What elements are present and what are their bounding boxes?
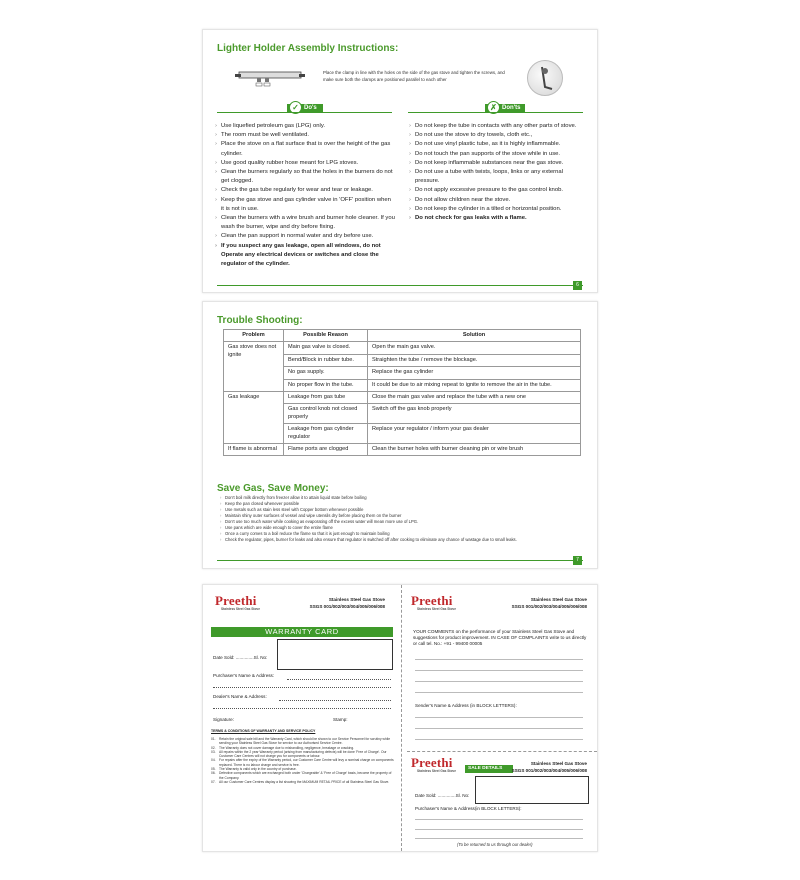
term-text: The Warranty does not cover damage due to mishandling, negligence, breakage or cracking. <box>219 745 355 750</box>
solution-cell: Straighten the tube / remove the blockage. <box>368 354 581 366</box>
comments-text: YOUR COMMENTS on the performance of your Stainless Steel Gas Stove and suggestions for product improvement. IN CASE OF COMPLAINTS write to us directly or call tel. No.: +91 - 99400 00005 <box>413 629 587 646</box>
stamp-label: Stamp: <box>333 717 348 722</box>
list-item: › Use metals such as stain less steel with Copper bottom whenever possible <box>219 507 589 513</box>
save-gas-list <box>219 495 589 543</box>
list-item: › Maintain shiny outer surfaces of vessel and wipe utensils dry before placing them on the burner <box>219 513 589 519</box>
sender-line[interactable] <box>415 728 583 729</box>
term-number: 04. <box>211 758 216 763</box>
product-models: SSGS 001/002/003/004/005/006/008 <box>511 767 587 773</box>
table-row <box>224 392 581 404</box>
signature-label: Signature: <box>213 717 234 722</box>
reason-cell: Main gas valve is closed. <box>284 342 368 354</box>
dos-label: Do's <box>304 105 317 111</box>
term-number: 07. <box>211 779 216 784</box>
solution-cell: Close the main gas valve and replace the tube with a new one <box>368 392 581 404</box>
check-icon: ✓ <box>289 101 302 114</box>
column-header: Problem <box>224 330 284 342</box>
product-models: SSGS 001/002/003/004/005/006/008 <box>309 603 385 609</box>
term-item <box>211 771 395 780</box>
sale-details-title: SALE DETAILS <box>465 765 513 773</box>
table-row <box>224 444 581 456</box>
trouble-shooting-table <box>223 329 581 456</box>
page-title: Lighter Holder Assembly Instructions: <box>217 43 399 54</box>
solution-cell: Clean the burner holes with burner cleaning pin or wire brush <box>368 444 581 456</box>
problem-cell: Gas stove does not ignite <box>224 342 284 392</box>
comment-line[interactable] <box>415 659 583 660</box>
serial-number-box[interactable] <box>277 639 393 670</box>
reason-cell: Bend/Block in rubber tube. <box>284 354 368 366</box>
list-item: › Do not allow children near the stove. <box>409 196 589 205</box>
comment-line[interactable] <box>415 670 583 671</box>
term-number: 02. <box>211 745 216 750</box>
list-item: › Check the gas tube regularly for wear and tear or leakage. <box>215 186 395 195</box>
list-item: › Do not keep the cylinder in a tilted or horizontal position. <box>409 205 589 214</box>
reason-cell: Leakage from gas cylinder regulator <box>284 424 368 444</box>
comment-line[interactable] <box>415 692 583 693</box>
terms-title: TERMS & CONDITIONS OF WARRANTY AND SERVICE POLICY <box>211 729 316 733</box>
assembly-instruction-text: Place the clamp in line with the holes on the side of the gas stove and tighten the screws, and make sure both the clamps are positioned parallel to each other <box>323 70 505 82</box>
purchaser-field-2[interactable] <box>213 687 391 688</box>
dealer-label: Dealer's Name & Address: <box>213 694 267 699</box>
list-item: › Check the regulator, pipes, burner for leaks and also ensure that regulator is switched off after cooking to eliminate any chance of wastage due to small leaks. <box>219 537 589 543</box>
product-info <box>512 597 587 610</box>
page-warranty-card <box>202 584 598 852</box>
reason-cell: No gas supply. <box>284 367 368 379</box>
term-item <box>211 737 395 746</box>
term-number: 03. <box>211 749 216 754</box>
sender-label: Sender's Name & Address (in BLOCK LETTERS): <box>415 703 517 708</box>
list-item: › Don't use too much water while cooking as evaporating off the excess water will mean more use of LPG. <box>219 519 589 525</box>
term-text: All our Customer Care Centres display a list showing the MAXIMUM RETAIL PRICE of all Stainless Steel Gas Stove. <box>219 779 390 784</box>
list-item: › Keep the pan closed whenever possible <box>219 501 589 507</box>
list-item: › Clean the pan support in normal water and dry before use. <box>215 232 395 241</box>
sender-line[interactable] <box>415 717 583 718</box>
term-text: Retain the original sale bill and the Warranty Card, which should be shown to our Service Personnel for scrutiny while sending your Stainless Steel Gas Stove for service to our Authorised Service Centre. <box>219 737 391 746</box>
page-number: 7 <box>573 556 582 565</box>
reason-cell: Leakage from gas tube <box>284 392 368 404</box>
term-number: 05. <box>211 767 216 772</box>
term-number: 06. <box>211 771 216 776</box>
term-text: For repairs after the expiry of the Warranty period, our Customer Care Centre will levy a nominal charge on components replaced. There is no labour charge and service is free. <box>219 758 394 767</box>
date-sold-label: Date Sold: ..............Sl. No: <box>213 655 268 660</box>
warranty-card-title: WARRANTY CARD <box>211 627 393 637</box>
list-item: › Do not use a tube with twists, loops, links or any external pressure. <box>409 168 589 186</box>
product-info <box>512 761 587 774</box>
list-item: › Do not use the stove to dry towels, cloth etc., <box>409 131 589 140</box>
dos-list <box>215 122 395 269</box>
solution-cell: Replace the gas cylinder <box>368 367 581 379</box>
solution-cell: Replace your regulator / inform your gas dealer <box>368 424 581 444</box>
reason-cell: No proper flow in the tube. <box>284 379 368 391</box>
date-sold-label: Date Sold: ..............Sl. No: <box>415 793 470 798</box>
purchaser-label: Purchaser's Name & Address: <box>213 673 275 678</box>
list-item: › Do not keep inflammable substances near the gas stove. <box>409 159 589 168</box>
term-item <box>211 758 395 767</box>
footer-rule <box>217 560 583 561</box>
list-item: › Do not check for gas leaks with a flame. <box>409 214 589 223</box>
page-lighter-holder <box>202 29 598 293</box>
page-title: Trouble Shooting: <box>217 315 303 326</box>
table-row <box>224 342 581 354</box>
list-item: › Place the stove on a flat surface that is over the height of the gas cylinder. <box>215 140 395 158</box>
purchaser-field[interactable] <box>287 679 391 680</box>
solution-cell: It could be due to air mixing repeat to ignite to remove the air in the tube. <box>368 379 581 391</box>
brand-subtitle: Stainless Steel Gas Stove <box>417 607 456 611</box>
brand-subtitle: Stainless Steel Gas Stove <box>221 607 260 611</box>
serial-number-box[interactable] <box>475 776 589 804</box>
list-item: › Do not use vinyl plastic tube, as it is highly inflammable. <box>409 140 589 149</box>
comment-line[interactable] <box>415 681 583 682</box>
cross-icon: ✗ <box>487 101 500 114</box>
donts-list <box>409 122 589 223</box>
brand-logo: Preethi <box>411 593 453 608</box>
product-name: Stainless Steel Gas Stove <box>530 597 587 602</box>
list-item: › Use good quality rubber hose meant for LPG stoves. <box>215 159 395 168</box>
sender-line[interactable] <box>415 739 583 740</box>
list-item: › Do not touch the pan supports of the stove while in use. <box>409 150 589 159</box>
product-models: SSGS 001/002/003/004/005/006/008 <box>511 603 587 609</box>
donts-rule <box>408 112 583 113</box>
table-header-row <box>224 330 581 342</box>
product-info <box>310 597 385 610</box>
dos-rule <box>217 112 392 113</box>
brand-logo: Preethi <box>411 755 453 770</box>
lighter-holder-diagram <box>235 70 305 88</box>
term-item <box>211 750 395 759</box>
problem-cell: Gas leakage <box>224 392 284 444</box>
list-item: › Clean the burners regularly so that the holes in the burners do not get clogged. <box>215 168 395 186</box>
brand-subtitle: Stainless Steel Gas Stove <box>417 769 456 773</box>
problem-cell: If flame is abnormal <box>224 444 284 456</box>
knob-photo <box>527 60 563 96</box>
footer-rule <box>217 285 583 286</box>
solution-cell: Open the main gas valve. <box>368 342 581 354</box>
term-text: All repairs within the 2 year Warranty period (arising from manufacturing defects) will be done 'Free of Charge'. Our Customer Care Centres will not charge you for components or labour. <box>219 749 387 759</box>
term-number: 01. <box>211 737 216 741</box>
purchaser-line[interactable] <box>415 838 583 839</box>
return-note: (To be returned to us through our dealer) <box>457 842 533 847</box>
purchaser-line[interactable] <box>415 829 583 830</box>
save-gas-title: Save Gas, Save Money: <box>217 483 329 494</box>
page-trouble-shooting <box>202 301 598 569</box>
list-item: › The room must be well ventilated. <box>215 131 395 140</box>
list-item: › Do not apply excessive pressure to the gas control knob. <box>409 186 589 195</box>
terms-list <box>211 737 395 784</box>
list-item: › Use pans which are wide enough to cover the entire flame <box>219 525 589 531</box>
list-item: › Use liquefied petroleum gas (LPG) only. <box>215 122 395 131</box>
reason-cell: Gas control knob not closed properly <box>284 404 368 424</box>
solution-cell: Switch off the gas knob properly <box>368 404 581 424</box>
dealer-field-2[interactable] <box>213 708 391 709</box>
term-text: The Warranty is valid only in the country of purchase. <box>219 767 297 772</box>
product-name: Stainless Steel Gas Stove <box>530 761 587 766</box>
cut-line-horizontal <box>407 751 597 752</box>
dealer-field[interactable] <box>279 700 391 701</box>
donts-label: Don'ts <box>502 105 521 111</box>
list-item: › If you suspect any gas leakage, open all windows, do not Operate any electrical devices or switches and close the regulator of the cylinder. <box>215 242 395 270</box>
list-item: › Once a curry comes to a boil reduce the flame so that it is just enough to maintain boiling <box>219 531 589 537</box>
list-item: › Do not keep the tube in contacts with any other parts of stove. <box>409 122 589 131</box>
purchaser-label: Purchaser's Name & Address(in BLOCK LETTERS): <box>415 806 522 811</box>
cut-line-vertical <box>401 585 402 851</box>
column-header: Possible Reason <box>284 330 368 342</box>
reason-cell: Flame ports are clogged <box>284 444 368 456</box>
term-text: Defective components which are exchanged both under 'Chargeable' & 'Free of Charge' basis, become the property of the Company. <box>219 771 392 780</box>
list-item: › Keep the gas stove and gas cylinder valve in 'OFF' position when it is not in use. <box>215 196 395 214</box>
list-item: › Clean the burners with a wire brush and burner hole cleaner. If you wash the burner, wipe and dry before fixing. <box>215 214 395 232</box>
list-item: › Don't boil milk directly from freezer allow it to attain liquid state before boiling <box>219 495 589 501</box>
column-header: Solution <box>368 330 581 342</box>
purchaser-line[interactable] <box>415 819 583 820</box>
brand-logo: Preethi <box>215 593 257 608</box>
page-number: 6 <box>573 281 582 290</box>
product-name: Stainless Steel Gas Stove <box>328 597 385 602</box>
term-item <box>211 780 395 784</box>
